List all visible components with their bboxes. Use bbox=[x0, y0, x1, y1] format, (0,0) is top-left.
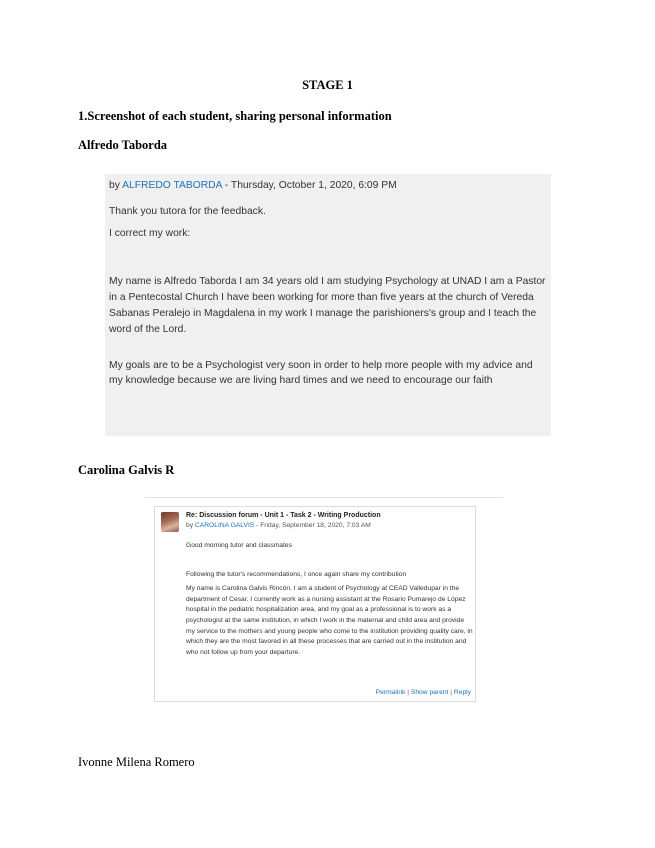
show-parent-link[interactable]: Show parent bbox=[410, 689, 449, 696]
post-line-correct: I correct my work: bbox=[109, 227, 191, 239]
author-link[interactable]: ALFREDO TABORDA bbox=[122, 180, 222, 191]
post-title: Re: Discussion forum - Unit 1 - Task 2 - Writing Production bbox=[186, 512, 381, 519]
post-paragraph-goals: My goals are to be a Psychologist very soon in order to help more people with my advice and my knowledge because we are living hard times and we need to encourage our faith bbox=[109, 359, 533, 387]
separator: | bbox=[448, 689, 454, 696]
permalink-link[interactable]: Permalink bbox=[375, 689, 406, 696]
post-intro: Following the tutor's recommendations, I once again share my contribution bbox=[186, 570, 407, 578]
stage-title: STAGE 1 bbox=[302, 78, 353, 92]
author-link[interactable]: CAROLINA GALVIS bbox=[194, 522, 255, 529]
separator: | bbox=[405, 689, 411, 696]
post-date: - Friday, September 18, 2020, 7:03 AM bbox=[254, 522, 371, 529]
byline-prefix: by bbox=[186, 522, 195, 529]
avatar[interactable] bbox=[161, 512, 179, 532]
divider bbox=[145, 497, 503, 498]
student-name-carolina: Carolina Galvis R bbox=[78, 463, 175, 477]
byline-prefix: by bbox=[109, 180, 123, 191]
post-paragraph: My name is Carolina Galvis Rincón. I am a student of Psychology at CEAD Valledupar in the department of Cesar. I currently work as a nursing assistant at the Rosario Pumarejo de López hospital in the pediatric hospitalization area, and my goal as a professional is to work as a psychologist at the same institution, in which I work in the maternal and child area and provide my service to the mothers and young people who come to the institution providing quality care, in which they are the most favored in all these processes that are carried out in the institution and who not follow up from your departure. bbox=[186, 585, 473, 656]
post-byline bbox=[109, 178, 551, 194]
student-name-alfredo: Alfredo Taborda bbox=[78, 138, 168, 152]
student-name-ivonne: Ivonne Milena Romero bbox=[78, 755, 195, 769]
post-date: - Thursday, October 1, 2020, 6:09 PM bbox=[221, 180, 397, 191]
post-byline bbox=[186, 522, 371, 529]
forum-post-screenshot-carolina bbox=[154, 506, 476, 702]
reply-link[interactable]: Reply bbox=[453, 689, 471, 696]
section-heading: 1.Screenshot of each student, sharing personal information bbox=[78, 109, 392, 123]
forum-post-screenshot-alfredo bbox=[105, 174, 551, 436]
post-greeting: Good morning tutor and classmates bbox=[186, 542, 292, 549]
post-line-thanks: Thank you tutora for the feedback. bbox=[109, 205, 266, 217]
post-actions bbox=[376, 689, 471, 696]
post-paragraph-intro: My name is Alfredo Taborda I am 34 years old I am studying Psychology at UNAD I am a Pastor in a Pentecostal Church I have been working for more than five years at the church of Vereda Sabanas Peralejo in Magdalena in my work I manage the parishioners's group and I teach the word of the Lord. bbox=[109, 276, 546, 335]
post-body bbox=[186, 541, 473, 658]
